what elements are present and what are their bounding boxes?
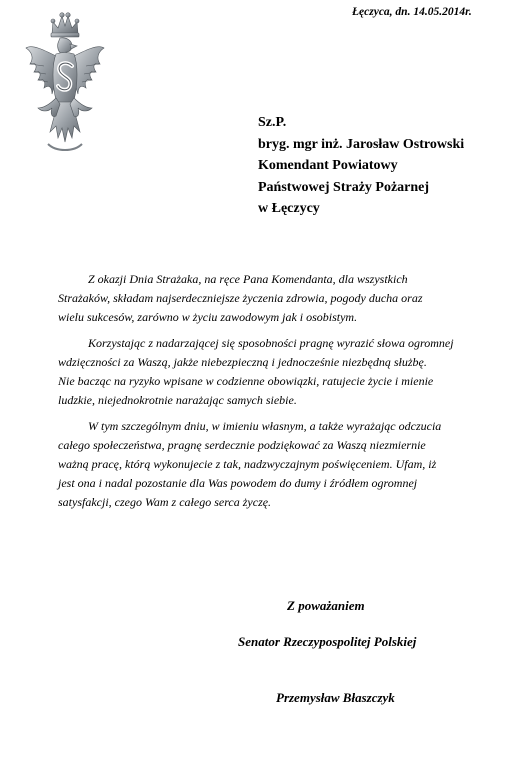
body-line: ważną pracę, którą wykonujecie z tak, nadzwyczajnym poświęceniem. Ufam, iż (58, 457, 437, 471)
signatory-title: Senator Rzeczypospolitej Polskiej (238, 634, 417, 649)
addressee-salutation: Sz.P. (258, 115, 287, 130)
body-line: ludzkie, niejednokrotnie narażając samych siebie. (58, 393, 297, 407)
closing-regards: Z poważaniem (287, 598, 365, 613)
body-line: wdzięczności za Waszą, jakże niebezpieczną i jednocześnie niezbędną służbę. (58, 355, 427, 369)
paragraph-3 (58, 417, 446, 512)
body-line: jest ona i nadal pozostanie dla Was powodem do dumy i źródłem ogromnej (58, 476, 418, 490)
body-line: Strażaków, składam najserdeczniejsze życzenia zdrowia, pogody ducha oraz (58, 291, 423, 305)
polish-eagle-emblem-icon (22, 4, 108, 172)
body-line: W tym szczególnym dniu, w imieniu własnym, a także wyrażając odczucia (88, 419, 442, 433)
paragraph-1 (58, 270, 446, 327)
body-line: Z okazji Dnia Strażaka, na ręce Pana Komendanta, dla wszystkich (88, 272, 408, 286)
addressee-institution: Państwowej Straży Pożarnej (258, 179, 430, 195)
body-line: całego społeczeństwa, pragnę serdecznie podziękować za Waszą niezmiernie (58, 438, 426, 452)
body-line: Korzystając z nadarzającej się sposobności pragnę wyrazić słowa ogromnej (88, 336, 454, 350)
addressee-position: Komendant Powiatowy (258, 158, 398, 173)
addressee-location: w Łęczycy (258, 201, 320, 216)
addressee-block (258, 112, 464, 220)
signatory-name: Przemysław Błaszczyk (276, 690, 395, 705)
letter-date: Łęczyca, dn. 14.05.2014r. (352, 6, 472, 18)
body-line: Nie bacząc na ryzyko wpisane w codzienne obowiązki, ratujecie życie i mienie (58, 374, 434, 388)
body-line: satysfakcji, czego Wam z całego serca życzę. (58, 495, 272, 509)
body-line: wielu sukcesów, zarówno w życiu zawodowym jak i osobistym. (58, 310, 358, 324)
addressee-name: bryg. mgr inż. Jarosław Ostrowski (258, 136, 465, 152)
paragraph-2 (58, 334, 454, 410)
letter-body (58, 270, 454, 519)
